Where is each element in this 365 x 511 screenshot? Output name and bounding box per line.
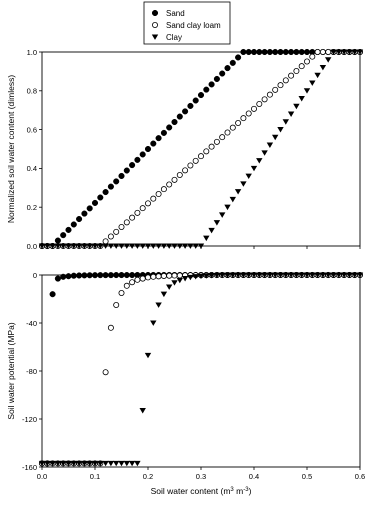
x-title-prefix: Soil water content (m bbox=[150, 486, 231, 496]
legend-marker bbox=[152, 10, 158, 16]
data-point-sand-clay-loam bbox=[130, 280, 135, 285]
data-point-sand-clay-loam bbox=[130, 215, 135, 220]
data-point-sand bbox=[182, 109, 188, 115]
data-point-clay bbox=[224, 205, 230, 210]
data-point-sand bbox=[129, 162, 135, 168]
data-point-sand-clay-loam bbox=[156, 274, 161, 279]
data-point-sand bbox=[288, 49, 294, 55]
data-point-sand bbox=[267, 49, 273, 55]
data-point-sand-clay-loam bbox=[183, 168, 188, 173]
data-point-sand bbox=[103, 272, 109, 278]
data-point-sand-clay-loam bbox=[220, 135, 225, 140]
data-point-sand-clay-loam bbox=[241, 116, 246, 121]
data-point-sand bbox=[76, 273, 82, 279]
data-point-sand bbox=[283, 49, 289, 55]
data-point-sand bbox=[140, 152, 146, 158]
data-point-sand-clay-loam bbox=[161, 273, 166, 278]
data-point-sand-clay-loam bbox=[320, 49, 325, 54]
data-point-sand bbox=[82, 211, 88, 217]
x-tick-label: 0.4 bbox=[248, 472, 260, 481]
data-point-sand bbox=[294, 49, 300, 55]
data-point-sand bbox=[251, 49, 257, 55]
data-point-sand-clay-loam bbox=[119, 224, 124, 229]
data-point-clay bbox=[182, 276, 188, 281]
bottom-ticks bbox=[22, 271, 365, 481]
data-point-sand bbox=[124, 272, 130, 278]
data-point-sand-clay-loam bbox=[198, 154, 203, 159]
y-tick-label: 0.6 bbox=[26, 125, 37, 135]
y-tick-label: -120 bbox=[21, 414, 37, 424]
data-point-clay bbox=[288, 112, 294, 117]
y-tick-label: 0.0 bbox=[26, 241, 37, 251]
data-point-sand-clay-loam bbox=[103, 239, 108, 244]
data-point-sand bbox=[219, 71, 225, 77]
data-point-sand-clay-loam bbox=[124, 220, 129, 225]
data-point-sand-clay-loam bbox=[304, 59, 309, 64]
x-tick-label: 0.0 bbox=[36, 472, 48, 481]
legend-label: Sand bbox=[166, 9, 185, 18]
data-point-sand-clay-loam bbox=[108, 234, 113, 239]
data-point-clay bbox=[203, 236, 209, 241]
data-point-sand bbox=[82, 273, 88, 279]
legend bbox=[144, 2, 230, 44]
data-point-sand-clay-loam bbox=[230, 125, 235, 130]
data-point-sand-clay-loam bbox=[225, 130, 230, 135]
data-point-sand-clay-loam bbox=[140, 276, 145, 281]
data-point-sand-clay-loam bbox=[119, 290, 124, 295]
data-point-sand-clay-loam bbox=[108, 325, 113, 330]
data-point-sand-clay-loam bbox=[167, 273, 172, 278]
data-point-sand bbox=[156, 135, 162, 141]
data-point-sand bbox=[55, 276, 61, 282]
data-point-clay bbox=[320, 65, 326, 70]
x-tick-label: 0.1 bbox=[89, 472, 101, 481]
data-point-clay bbox=[214, 220, 220, 225]
x-title-middle: m bbox=[233, 486, 244, 496]
data-point-clay bbox=[304, 88, 310, 93]
data-point-sand bbox=[172, 119, 178, 125]
data-point-sand-clay-loam bbox=[251, 106, 256, 111]
legend-label: Clay bbox=[166, 33, 183, 42]
y-tick-label: 0.4 bbox=[26, 164, 37, 174]
data-point-sand bbox=[241, 49, 247, 55]
data-point-clay bbox=[124, 461, 130, 466]
data-point-sand bbox=[198, 92, 204, 98]
x-tick-label: 0.3 bbox=[195, 472, 207, 481]
data-point-sand-clay-loam bbox=[114, 229, 119, 234]
data-point-sand bbox=[87, 272, 93, 278]
data-point-clay bbox=[187, 275, 193, 280]
data-point-sand bbox=[92, 200, 98, 206]
data-point-clay bbox=[140, 408, 146, 413]
data-point-sand-clay-loam bbox=[257, 101, 262, 106]
data-point-sand bbox=[272, 49, 278, 55]
data-point-sand bbox=[188, 103, 194, 109]
data-point-sand bbox=[193, 98, 199, 104]
data-point-sand-clay-loam bbox=[167, 182, 172, 187]
data-point-clay bbox=[219, 212, 225, 217]
data-point-sand bbox=[235, 55, 241, 61]
data-point-sand-clay-loam bbox=[246, 111, 251, 116]
data-point-sand bbox=[92, 272, 98, 278]
data-point-sand-clay-loam bbox=[214, 139, 219, 144]
data-point-sand-clay-loam bbox=[172, 273, 177, 278]
data-point-sand-clay-loam bbox=[315, 49, 320, 54]
data-point-clay bbox=[208, 228, 214, 233]
x-title-sup1: 3 bbox=[230, 487, 234, 493]
data-point-sand-clay-loam bbox=[326, 49, 331, 54]
data-point-clay bbox=[267, 143, 273, 148]
bottom-y-axis-title: Soil water potential (MPa) bbox=[6, 322, 16, 420]
data-point-sand-clay-loam bbox=[145, 275, 150, 280]
data-point-sand-clay-loam bbox=[209, 144, 214, 149]
panel-bottom-frame bbox=[42, 275, 360, 467]
data-point-sand bbox=[76, 216, 82, 222]
data-point-sand-clay-loam bbox=[177, 273, 182, 278]
y-tick-label: 0 bbox=[32, 270, 37, 280]
bottom-marks bbox=[39, 272, 363, 466]
data-point-clay bbox=[166, 284, 172, 289]
data-point-sand-clay-loam bbox=[299, 64, 304, 69]
data-point-sand bbox=[262, 49, 268, 55]
data-point-sand bbox=[166, 125, 172, 131]
data-point-sand-clay-loam bbox=[140, 206, 145, 211]
data-point-sand bbox=[103, 189, 109, 195]
legend-label: Sand clay loam bbox=[166, 21, 221, 30]
data-point-clay bbox=[108, 461, 114, 466]
data-point-sand-clay-loam bbox=[289, 73, 294, 78]
x-title-sup2: -3 bbox=[243, 487, 249, 493]
data-point-clay bbox=[240, 181, 246, 186]
data-point-sand-clay-loam bbox=[103, 370, 108, 375]
data-point-sand-clay-loam bbox=[177, 172, 182, 177]
data-point-clay bbox=[230, 197, 236, 202]
data-point-clay bbox=[171, 280, 177, 285]
data-point-sand-clay-loam bbox=[262, 97, 267, 102]
data-point-sand-clay-loam bbox=[145, 201, 150, 206]
data-point-sand-clay-loam bbox=[124, 283, 129, 288]
data-point-sand bbox=[177, 114, 183, 120]
data-point-sand-clay-loam bbox=[135, 210, 140, 215]
data-point-sand bbox=[119, 272, 125, 278]
data-point-sand bbox=[124, 168, 130, 174]
data-point-sand bbox=[113, 272, 119, 278]
top-y-axis-title: Normalized soil water content (dimless) bbox=[6, 74, 16, 224]
data-point-sand bbox=[60, 232, 66, 238]
data-point-sand bbox=[230, 60, 236, 66]
data-point-sand-clay-loam bbox=[135, 277, 140, 282]
data-point-clay bbox=[102, 461, 108, 466]
data-point-clay bbox=[272, 135, 278, 140]
data-point-sand-clay-loam bbox=[204, 149, 209, 154]
data-point-sand bbox=[98, 195, 104, 201]
data-point-sand-clay-loam bbox=[278, 83, 283, 88]
data-point-sand bbox=[66, 273, 72, 279]
y-tick-label: -160 bbox=[21, 462, 37, 472]
data-point-sand bbox=[135, 157, 141, 163]
data-point-clay bbox=[177, 278, 183, 283]
data-point-clay bbox=[309, 80, 315, 85]
data-point-sand-clay-loam bbox=[172, 177, 177, 182]
data-point-sand-clay-loam bbox=[310, 54, 315, 59]
x-title-suffix: ) bbox=[248, 486, 252, 496]
data-point-sand bbox=[87, 206, 93, 212]
data-point-sand bbox=[151, 141, 157, 147]
data-point-sand-clay-loam bbox=[151, 196, 156, 201]
data-point-sand-clay-loam bbox=[236, 120, 241, 125]
data-point-sand bbox=[145, 146, 151, 152]
y-tick-label: 0.8 bbox=[26, 86, 37, 96]
data-point-clay bbox=[118, 461, 124, 466]
legend-marker bbox=[152, 22, 157, 27]
data-point-sand bbox=[71, 273, 77, 279]
y-tick-label: 0.2 bbox=[26, 203, 37, 212]
data-point-clay bbox=[251, 166, 257, 171]
data-point-clay bbox=[134, 461, 140, 466]
data-point-clay bbox=[261, 150, 267, 155]
data-point-clay bbox=[129, 461, 135, 466]
data-point-sand bbox=[129, 272, 135, 278]
data-point-clay bbox=[283, 119, 289, 124]
x-tick-label: 0.5 bbox=[301, 472, 313, 481]
data-point-sand-clay-loam bbox=[294, 68, 299, 73]
data-point-clay bbox=[325, 57, 331, 62]
data-point-sand bbox=[225, 65, 231, 71]
data-point-sand-clay-loam bbox=[283, 78, 288, 83]
data-point-sand bbox=[278, 49, 284, 55]
data-point-clay bbox=[256, 158, 262, 163]
x-tick-label: 0.6 bbox=[354, 472, 365, 481]
data-point-sand bbox=[119, 173, 125, 179]
data-point-clay bbox=[314, 73, 320, 78]
data-point-sand-clay-loam bbox=[188, 163, 193, 168]
panel-top bbox=[6, 48, 363, 251]
data-point-sand-clay-loam bbox=[161, 187, 166, 192]
data-point-sand-clay-loam bbox=[151, 274, 156, 279]
data-point-sand bbox=[108, 184, 114, 190]
data-point-sand bbox=[108, 272, 114, 278]
data-point-sand bbox=[98, 272, 104, 278]
data-point-sand bbox=[161, 130, 167, 136]
panel-bottom bbox=[6, 271, 365, 496]
data-point-sand bbox=[214, 76, 220, 82]
data-point-sand-clay-loam bbox=[193, 158, 198, 163]
data-point-clay bbox=[293, 104, 299, 109]
y-tick-label: -40 bbox=[26, 318, 37, 328]
data-point-clay bbox=[235, 189, 241, 194]
x-tick-label: 0.2 bbox=[142, 472, 154, 481]
data-point-sand-clay-loam bbox=[267, 92, 272, 97]
data-point-sand-clay-loam bbox=[114, 302, 119, 307]
data-point-sand bbox=[257, 49, 263, 55]
data-point-sand bbox=[71, 222, 77, 228]
data-point-sand bbox=[209, 82, 215, 88]
bottom-x-axis-title bbox=[151, 486, 252, 496]
top-marks bbox=[39, 49, 363, 249]
data-point-sand bbox=[66, 227, 72, 233]
data-point-clay bbox=[145, 353, 151, 358]
data-point-sand-clay-loam bbox=[273, 87, 278, 92]
data-point-clay bbox=[113, 461, 119, 466]
data-point-sand bbox=[55, 238, 61, 244]
data-point-sand-clay-loam bbox=[156, 191, 161, 196]
data-point-clay bbox=[155, 302, 161, 307]
data-point-sand bbox=[50, 291, 56, 297]
data-point-sand bbox=[204, 87, 210, 93]
data-point-clay bbox=[246, 174, 252, 179]
data-point-sand bbox=[246, 49, 252, 55]
data-point-sand bbox=[299, 49, 305, 55]
data-point-sand bbox=[304, 49, 310, 55]
y-tick-label: -80 bbox=[26, 366, 37, 376]
data-point-clay bbox=[299, 96, 305, 101]
data-point-clay bbox=[150, 320, 156, 325]
data-point-clay bbox=[161, 292, 167, 297]
y-tick-label: 1.0 bbox=[26, 47, 37, 57]
data-point-sand bbox=[113, 179, 119, 185]
data-point-clay bbox=[277, 127, 283, 132]
data-point-sand bbox=[60, 274, 66, 280]
